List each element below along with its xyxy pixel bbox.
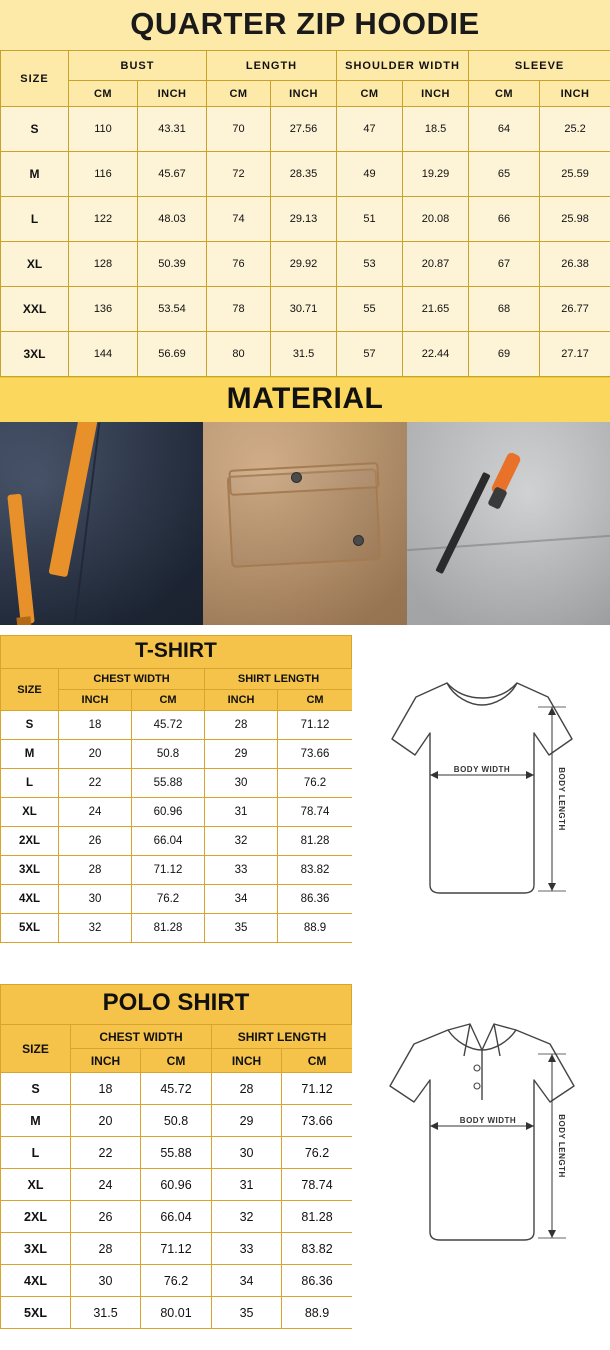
- tshirt-cell-value: 76.2: [132, 885, 205, 914]
- hoodie-col-sleeve: SLEEVE: [469, 51, 610, 81]
- hoodie-table-row: [1, 107, 610, 152]
- polo-title: POLO SHIRT: [0, 984, 352, 1024]
- hoodie-table-row: [1, 197, 610, 242]
- hoodie-cell-size: L: [1, 197, 69, 242]
- polo-col-shirt-length: SHIRT LENGTH: [212, 1025, 353, 1049]
- hoodie-cell-value: 27.56: [271, 107, 337, 152]
- tshirt-col-chest-width: CHEST WIDTH: [59, 669, 205, 690]
- polo-table-row: [1, 1073, 353, 1105]
- polo-cell-value: 66.04: [141, 1201, 212, 1233]
- hoodie-cell-value: 65: [469, 152, 540, 197]
- polo-cell-size: 5XL: [1, 1297, 71, 1329]
- tshirt-body-width-label: BODY WIDTH: [453, 765, 511, 774]
- hoodie-cell-size: M: [1, 152, 69, 197]
- polo-cell-value: 83.82: [282, 1233, 353, 1265]
- tshirt-title: T-SHIRT: [0, 635, 352, 668]
- hoodie-cell-value: 45.67: [138, 152, 207, 197]
- hoodie-cell-value: 26.38: [540, 242, 610, 287]
- tshirt-cell-value: 32: [205, 827, 278, 856]
- hoodie-cell-value: 74: [207, 197, 271, 242]
- hoodie-cell-value: 80: [207, 332, 271, 377]
- hoodie-col-shoulder-width: SHOULDER WIDTH: [337, 51, 469, 81]
- polo-cell-value: 71.12: [141, 1233, 212, 1265]
- hoodie-cell-value: 31.5: [271, 332, 337, 377]
- hoodie-cell-value: 56.69: [138, 332, 207, 377]
- tshirt-cell-size: 2XL: [1, 827, 59, 856]
- material-title: MATERIAL: [0, 377, 610, 422]
- hoodie-cell-value: 55: [337, 287, 403, 332]
- hoodie-cell-value: 122: [69, 197, 138, 242]
- hoodie-table-row: [1, 242, 610, 287]
- tshirt-table-row: [1, 711, 353, 740]
- tshirt-cell-value: 81.28: [132, 914, 205, 943]
- hoodie-cell-value: 26.77: [540, 287, 610, 332]
- hoodie-unit-bust-inch: INCH: [138, 81, 207, 107]
- hoodie-cell-value: 20.08: [403, 197, 469, 242]
- hoodie-cell-value: 48.03: [138, 197, 207, 242]
- tshirt-cell-size: 5XL: [1, 914, 59, 943]
- hoodie-cell-value: 110: [69, 107, 138, 152]
- tshirt-cell-value: 32: [59, 914, 132, 943]
- tshirt-cell-value: 26: [59, 827, 132, 856]
- tshirt-cell-value: 22: [59, 769, 132, 798]
- polo-table-row: [1, 1105, 353, 1137]
- polo-cell-value: 71.12: [282, 1073, 353, 1105]
- hoodie-unit-sleeve-cm: CM: [469, 81, 540, 107]
- tshirt-table-row: [1, 914, 353, 943]
- hoodie-cell-value: 72: [207, 152, 271, 197]
- polo-cell-size: 3XL: [1, 1233, 71, 1265]
- hoodie-col-length: LENGTH: [207, 51, 337, 81]
- hoodie-cell-value: 19.29: [403, 152, 469, 197]
- tshirt-cell-value: 29: [205, 740, 278, 769]
- polo-body-width-label: BODY WIDTH: [459, 1116, 517, 1125]
- tshirt-unit-chest-inch: INCH: [59, 690, 132, 711]
- tshirt-col-size: SIZE: [1, 669, 59, 711]
- tshirt-table-wrapper: [0, 635, 352, 970]
- polo-cell-value: 29: [212, 1105, 282, 1137]
- polo-cell-value: 55.88: [141, 1137, 212, 1169]
- tshirt-cell-value: 18: [59, 711, 132, 740]
- hoodie-title: QUARTER ZIP HOODIE: [0, 0, 610, 50]
- hoodie-cell-value: 68: [469, 287, 540, 332]
- polo-cell-value: 81.28: [282, 1201, 353, 1233]
- tshirt-cell-value: 50.8: [132, 740, 205, 769]
- polo-diagram-panel: [352, 984, 610, 1329]
- hoodie-unit-shoulder-inch: INCH: [403, 81, 469, 107]
- polo-diagram: [352, 984, 610, 1284]
- polo-cell-value: 76.2: [282, 1137, 353, 1169]
- hoodie-cell-size: S: [1, 107, 69, 152]
- polo-table-row: [1, 1169, 353, 1201]
- polo-unit-length-inch: INCH: [212, 1049, 282, 1073]
- polo-table-row: [1, 1233, 353, 1265]
- hoodie-header-row: [1, 51, 610, 81]
- polo-table-row: [1, 1265, 353, 1297]
- polo-size-table: [0, 1024, 353, 1329]
- polo-cell-value: 78.74: [282, 1169, 353, 1201]
- polo-cell-value: 30: [71, 1265, 141, 1297]
- hoodie-cell-value: 136: [69, 287, 138, 332]
- polo-size-section: [0, 984, 610, 1329]
- hoodie-cell-value: 69: [469, 332, 540, 377]
- tshirt-col-shirt-length: SHIRT LENGTH: [205, 669, 353, 690]
- hoodie-size-section: [0, 0, 610, 625]
- tshirt-cell-value: 45.72: [132, 711, 205, 740]
- tshirt-cell-value: 78.74: [278, 798, 353, 827]
- tshirt-cell-value: 88.9: [278, 914, 353, 943]
- polo-cell-value: 50.8: [141, 1105, 212, 1137]
- hoodie-cell-value: 30.71: [271, 287, 337, 332]
- polo-cell-value: 31.5: [71, 1297, 141, 1329]
- hoodie-cell-value: 28.35: [271, 152, 337, 197]
- hoodie-cell-value: 25.98: [540, 197, 610, 242]
- tshirt-cell-value: 55.88: [132, 769, 205, 798]
- polo-cell-value: 31: [212, 1169, 282, 1201]
- polo-table-row: [1, 1137, 353, 1169]
- tshirt-cell-size: M: [1, 740, 59, 769]
- tshirt-table-row: [1, 885, 353, 914]
- hoodie-cell-value: 57: [337, 332, 403, 377]
- tshirt-cell-value: 66.04: [132, 827, 205, 856]
- hoodie-cell-value: 51: [337, 197, 403, 242]
- polo-cell-value: 33: [212, 1233, 282, 1265]
- hoodie-cell-value: 22.44: [403, 332, 469, 377]
- tshirt-header-row: [1, 669, 353, 690]
- polo-cell-value: 86.36: [282, 1265, 353, 1297]
- navy-drawstring-photo: [0, 422, 203, 625]
- hoodie-cell-value: 25.59: [540, 152, 610, 197]
- polo-cell-value: 28: [212, 1073, 282, 1105]
- polo-cell-value: 76.2: [141, 1265, 212, 1297]
- tshirt-cell-value: 76.2: [278, 769, 353, 798]
- section-spacer: [0, 625, 610, 635]
- polo-table-wrapper: [0, 984, 352, 1329]
- section-spacer: [0, 970, 610, 984]
- hoodie-unit-sleeve-inch: INCH: [540, 81, 610, 107]
- tshirt-cell-value: 33: [205, 856, 278, 885]
- polo-unit-chest-inch: INCH: [71, 1049, 141, 1073]
- polo-cell-size: 2XL: [1, 1201, 71, 1233]
- polo-cell-value: 24: [71, 1169, 141, 1201]
- hoodie-cell-value: 49: [337, 152, 403, 197]
- polo-col-size: SIZE: [1, 1025, 71, 1073]
- tshirt-size-table: [0, 668, 353, 943]
- polo-unit-length-cm: CM: [282, 1049, 353, 1073]
- hoodie-cell-value: 78: [207, 287, 271, 332]
- hoodie-cell-value: 43.31: [138, 107, 207, 152]
- hoodie-unit-bust-cm: CM: [69, 81, 138, 107]
- tshirt-body-length-label: BODY LENGTH: [557, 767, 566, 831]
- hoodie-unit-row: [1, 81, 610, 107]
- polo-cell-size: XL: [1, 1169, 71, 1201]
- polo-cell-value: 20: [71, 1105, 141, 1137]
- hoodie-cell-value: 76: [207, 242, 271, 287]
- hoodie-cell-value: 53: [337, 242, 403, 287]
- hoodie-unit-shoulder-cm: CM: [337, 81, 403, 107]
- hoodie-cell-value: 29.92: [271, 242, 337, 287]
- polo-unit-chest-cm: CM: [141, 1049, 212, 1073]
- tshirt-cell-value: 71.12: [132, 856, 205, 885]
- hoodie-cell-size: 3XL: [1, 332, 69, 377]
- tshirt-cell-value: 20: [59, 740, 132, 769]
- hoodie-cell-value: 21.65: [403, 287, 469, 332]
- tshirt-cell-value: 81.28: [278, 827, 353, 856]
- tshirt-cell-size: 3XL: [1, 856, 59, 885]
- tshirt-cell-size: XL: [1, 798, 59, 827]
- hoodie-col-bust: BUST: [69, 51, 207, 81]
- hoodie-cell-size: XL: [1, 242, 69, 287]
- hoodie-cell-value: 66: [469, 197, 540, 242]
- hoodie-cell-value: 47: [337, 107, 403, 152]
- tshirt-cell-size: 4XL: [1, 885, 59, 914]
- polo-cell-value: 35: [212, 1297, 282, 1329]
- polo-cell-size: 4XL: [1, 1265, 71, 1297]
- polo-cell-value: 22: [71, 1137, 141, 1169]
- tshirt-cell-value: 73.66: [278, 740, 353, 769]
- tshirt-table-row: [1, 827, 353, 856]
- tshirt-cell-size: L: [1, 769, 59, 798]
- tshirt-unit-length-inch: INCH: [205, 690, 278, 711]
- hoodie-cell-value: 116: [69, 152, 138, 197]
- tshirt-cell-value: 28: [59, 856, 132, 885]
- polo-table-row: [1, 1201, 353, 1233]
- tshirt-cell-value: 86.36: [278, 885, 353, 914]
- polo-header-row: [1, 1025, 353, 1049]
- polo-cell-value: 30: [212, 1137, 282, 1169]
- polo-cell-size: M: [1, 1105, 71, 1137]
- tshirt-cell-value: 24: [59, 798, 132, 827]
- material-photo-strip: [0, 422, 610, 625]
- hoodie-unit-length-cm: CM: [207, 81, 271, 107]
- hoodie-cell-value: 70: [207, 107, 271, 152]
- hoodie-cell-value: 25.2: [540, 107, 610, 152]
- tan-pocket-photo: [203, 422, 406, 625]
- tshirt-cell-value: 28: [205, 711, 278, 740]
- hoodie-cell-value: 18.5: [403, 107, 469, 152]
- polo-table-row: [1, 1297, 353, 1329]
- hoodie-cell-value: 128: [69, 242, 138, 287]
- tshirt-cell-size: S: [1, 711, 59, 740]
- hoodie-cell-value: 50.39: [138, 242, 207, 287]
- tshirt-diagram-panel: [352, 635, 610, 970]
- tshirt-table-row: [1, 769, 353, 798]
- tshirt-cell-value: 31: [205, 798, 278, 827]
- tshirt-table-row: [1, 856, 353, 885]
- hoodie-table-row: [1, 287, 610, 332]
- polo-cell-value: 45.72: [141, 1073, 212, 1105]
- polo-cell-value: 80.01: [141, 1297, 212, 1329]
- hoodie-cell-value: 53.54: [138, 287, 207, 332]
- hoodie-cell-value: 144: [69, 332, 138, 377]
- polo-body-length-label: BODY LENGTH: [557, 1114, 566, 1178]
- drawstring-tip: [16, 616, 31, 625]
- hoodie-cell-size: XXL: [1, 287, 69, 332]
- tshirt-unit-chest-cm: CM: [132, 690, 205, 711]
- hoodie-table-row: [1, 152, 610, 197]
- hoodie-col-size: SIZE: [1, 51, 69, 107]
- tshirt-diagram: [352, 635, 610, 965]
- tshirt-cell-value: 34: [205, 885, 278, 914]
- hoodie-unit-length-inch: INCH: [271, 81, 337, 107]
- polo-cell-value: 34: [212, 1265, 282, 1297]
- tshirt-unit-length-cm: CM: [278, 690, 353, 711]
- tshirt-cell-value: 71.12: [278, 711, 353, 740]
- tshirt-cell-value: 83.82: [278, 856, 353, 885]
- polo-cell-value: 60.96: [141, 1169, 212, 1201]
- tshirt-table-row: [1, 798, 353, 827]
- tshirt-table-row: [1, 740, 353, 769]
- tshirt-cell-value: 60.96: [132, 798, 205, 827]
- polo-col-chest-width: CHEST WIDTH: [71, 1025, 212, 1049]
- hoodie-table-row: [1, 332, 610, 377]
- hoodie-cell-value: 27.17: [540, 332, 610, 377]
- tshirt-cell-value: 30: [205, 769, 278, 798]
- hoodie-cell-value: 64: [469, 107, 540, 152]
- tshirt-cell-value: 35: [205, 914, 278, 943]
- polo-cell-size: S: [1, 1073, 71, 1105]
- polo-cell-value: 73.66: [282, 1105, 353, 1137]
- polo-cell-size: L: [1, 1137, 71, 1169]
- polo-cell-value: 18: [71, 1073, 141, 1105]
- polo-cell-value: 88.9: [282, 1297, 353, 1329]
- hoodie-cell-value: 67: [469, 242, 540, 287]
- grey-zipper-photo: [407, 422, 610, 625]
- tshirt-cell-value: 30: [59, 885, 132, 914]
- hoodie-size-table: [0, 50, 610, 377]
- polo-cell-value: 26: [71, 1201, 141, 1233]
- polo-cell-value: 32: [212, 1201, 282, 1233]
- hoodie-cell-value: 20.87: [403, 242, 469, 287]
- polo-cell-value: 28: [71, 1233, 141, 1265]
- tshirt-size-section: [0, 635, 610, 970]
- hoodie-cell-value: 29.13: [271, 197, 337, 242]
